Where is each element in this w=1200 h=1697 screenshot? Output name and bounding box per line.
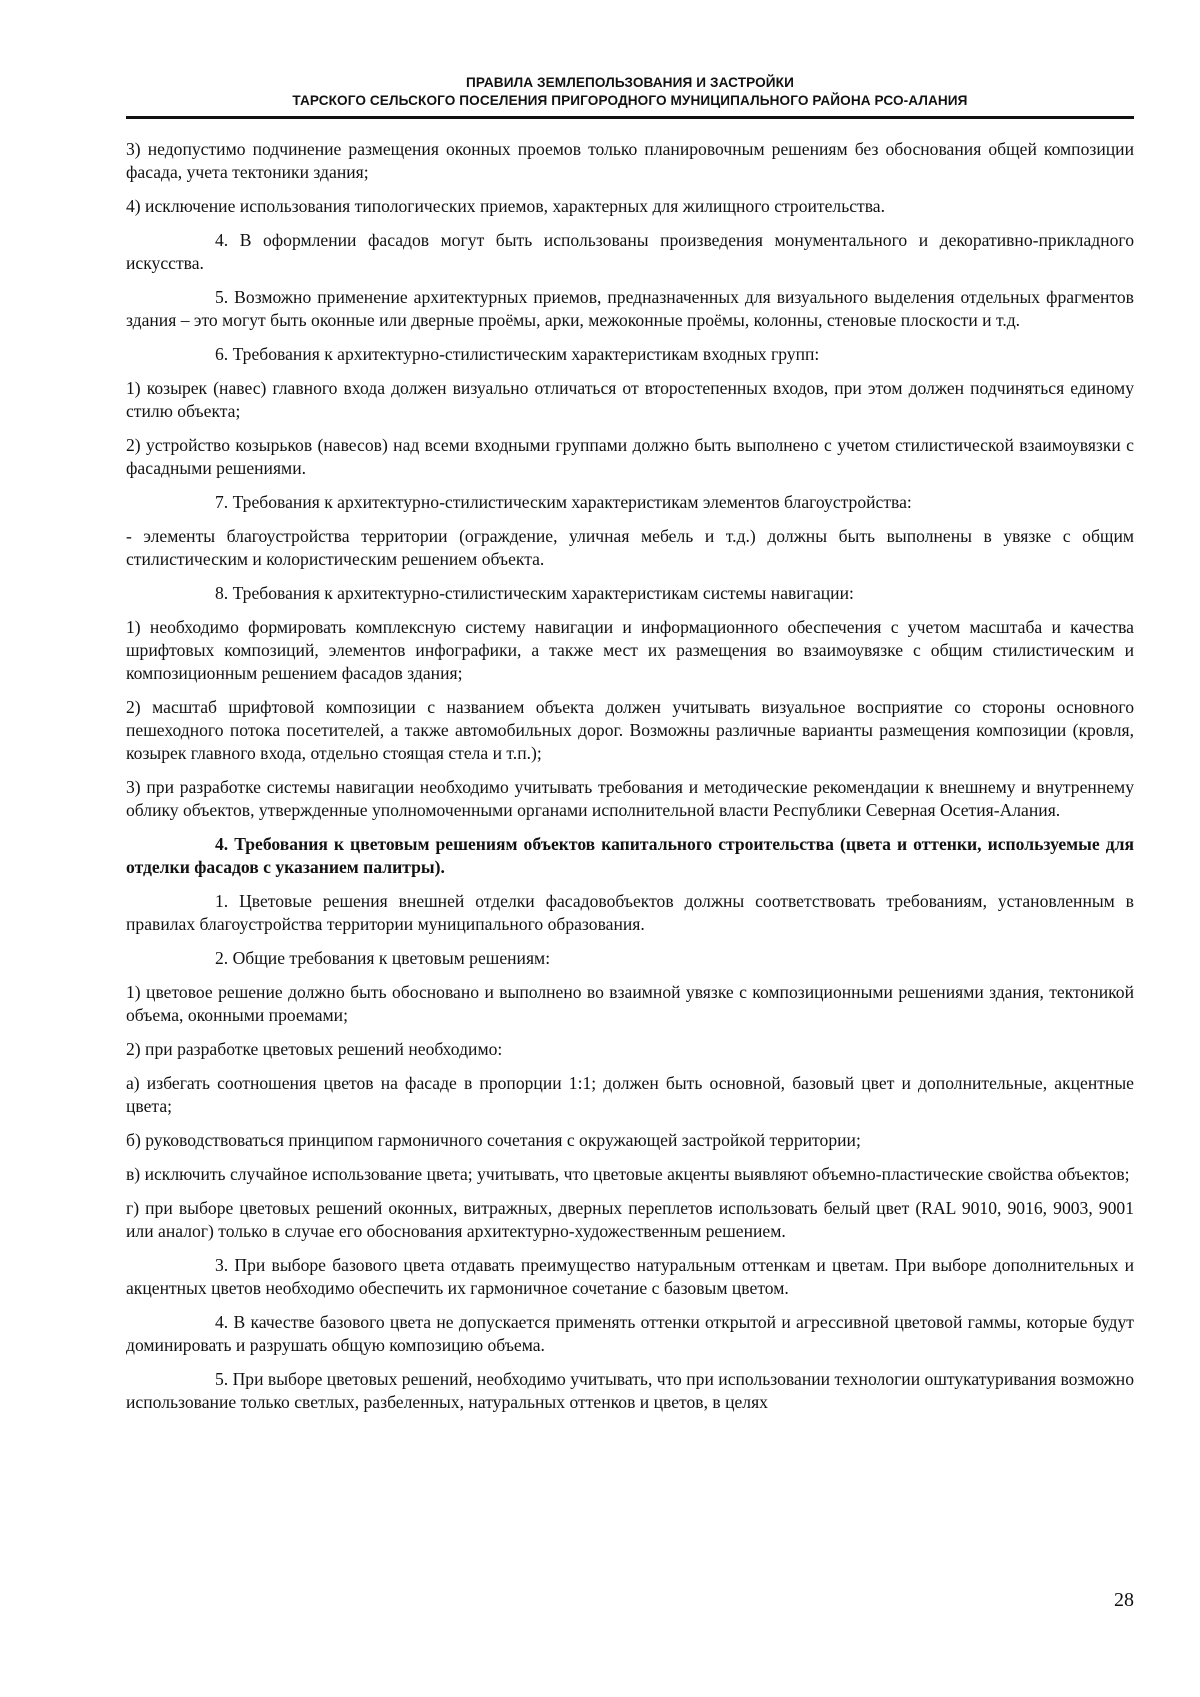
paragraph: 3) недопустимо подчинение размещения оконных проемов только планировочным решениям без обоснования общей композиции фасада, учета тектоники здания; <box>126 139 1134 182</box>
header-divider <box>126 116 1134 119</box>
paragraph: 1) козырек (навес) главного входа должен визуально отличаться от второстепенных входов, при этом должен подчиняться единому стилю объекта; <box>126 378 1134 421</box>
paragraph: 3) при разработке системы навигации необходимо учитывать требования и методические рекомендации к внешнему и внутреннему облику объектов, утвержденные уполномоченными органами исполнительной власти Республики Северная Осетия-Алания. <box>126 777 1134 820</box>
paragraph: в) исключить случайное использование цвета; учитывать, что цветовые акценты выявляют объемно-пластические свойства объектов; <box>126 1164 1130 1184</box>
header-line-1: ПРАВИЛА ЗЕМЛЕПОЛЬЗОВАНИЯ И ЗАСТРОЙКИ <box>466 75 794 90</box>
paragraph: б) руководствоваться принципом гармоничного сочетания с окружающей застройкой территории; <box>126 1130 861 1150</box>
paragraph: 1. Цветовые решения внешней отделки фасадовобъектов должны соответствовать требованиям, установленным в правилах благоустройства территории муниципального образования. <box>126 891 1134 934</box>
paragraph: 3. При выборе базового цвета отдавать преимущество натуральным оттенкам и цветам. При выборе дополнительных и акцентных цветов необходимо обеспечить их гармоничное сочетание с базовым цветом. <box>126 1255 1134 1298</box>
paragraph: 2) масштаб шрифтовой композиции с названием объекта должен учитывать визуальное восприятие со стороны основного пешеходного потока посетителей, а также автомобильных дорог. Возможны различные варианты размещения композиции (кровля, козырек главного входа, отдельно стоящая стела и т.п.); <box>126 697 1134 763</box>
paragraph: 4. В оформлении фасадов могут быть использованы произведения монументального и декоративно-прикладного искусства. <box>126 230 1134 273</box>
document-body <box>126 138 1134 1425</box>
paragraph: г) при выборе цветовых решений оконных, витражных, дверных переплетов использовать белый цвет (RAL 9010, 9016, 9003, 9001 или аналог) только в случае его обоснования архитектурно-художественным решением. <box>126 1198 1134 1241</box>
page-header <box>126 74 1134 110</box>
header-line-2: ТАРСКОГО СЕЛЬСКОГО ПОСЕЛЕНИЯ ПРИГОРОДНОГО МУНИЦИПАЛЬНОГО РАЙОНА РСО-АЛАНИЯ <box>292 93 968 108</box>
paragraph: 2) при разработке цветовых решений необходимо: <box>126 1039 503 1059</box>
paragraph: - элементы благоустройства территории (ограждение, уличная мебель и т.д.) должны быть выполнены в увязке с общим стилистическим и колористическим решением объекта. <box>126 526 1134 569</box>
paragraph: 5. Возможно применение архитектурных приемов, предназначенных для визуального выделения отдельных фрагментов здания – это могут быть оконные или дверные проёмы, арки, межоконные проёмы, колонны, стеновые плоскости и т.д. <box>126 287 1134 330</box>
paragraph: а) избегать соотношения цветов на фасаде в пропорции 1:1; должен быть основной, базовый цвет и дополнительные, акцентные цвета; <box>126 1073 1134 1116</box>
paragraph: 2. Общие требования к цветовым решениям: <box>215 948 551 968</box>
paragraph: 5. При выборе цветовых решений, необходимо учитывать, что при использовании технологии оштукатуривания возможно использование только светлых, разбеленных, натуральных оттенков и цветов, в целях <box>126 1369 1134 1412</box>
section-heading: 4. Требования к цветовым решениям объектов капитального строительства (цвета и оттенки, используемые для отделки фасадов с указанием палитры). <box>126 834 1134 877</box>
page-number: 28 <box>1114 1589 1134 1611</box>
paragraph: 1) необходимо формировать комплексную систему навигации и информационного обеспечения с учетом масштаба и качества шрифтовых композиций, элементов инфографики, а также мест их размещения во взаимоувязке с общим стилистическим и композиционным решением фасадов здания; <box>126 617 1134 683</box>
paragraph: 8. Требования к архитектурно-стилистическим характеристикам системы навигации: <box>215 583 854 603</box>
paragraph: 4. В качестве базового цвета не допускается применять оттенки открытой и агрессивной цветовой гаммы, которые будут доминировать и разрушать общую композицию объема. <box>126 1312 1134 1355</box>
paragraph: 4) исключение использования типологических приемов, характерных для жилищного строительства. <box>126 196 886 216</box>
paragraph: 1) цветовое решение должно быть обосновано и выполнено во взаимной увязке с композиционными решениями здания, тектоникой объема, оконными проемами; <box>126 982 1134 1025</box>
paragraph: 6. Требования к архитектурно-стилистическим характеристикам входных групп: <box>215 344 820 364</box>
paragraph: 7. Требования к архитектурно-стилистическим характеристикам элементов благоустройства: <box>215 492 912 512</box>
paragraph: 2) устройство козырьков (навесов) над всеми входными группами должно быть выполнено с учетом стилистической взаимоувязки с фасадными решениями. <box>126 435 1134 478</box>
